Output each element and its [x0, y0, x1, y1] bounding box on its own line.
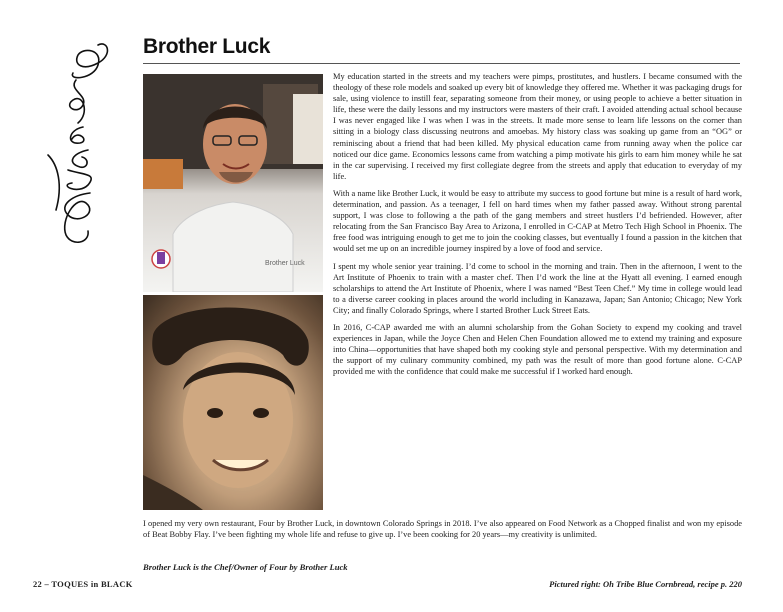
chef-portrait-photo [143, 74, 323, 292]
chef-jacket-label: Brother Luck [265, 260, 305, 267]
paragraph: With a name like Brother Luck, it would be easy to attribute my success to good fortune but mine is a result of hard work, determination, and passion. As a teenager, I fell on hard times when my father passed away. Without strong parental support, I was close to following a the path of the gang members and street hustlers I’d befriended. However, after relocating from the San Francisco Bay Area to Arizona, I enrolled in C-CAP at Metro Tech High School in Phoenix. The free food was intriguing enough to get me to join the cooking classes, but eventually I found a passion in the kitchen that would set me up on an incredible journey inspired by a love of food and service. [333, 188, 742, 254]
paragraph: My education started in the streets and my teachers were pimps, prostitutes, and hustlers. I became consumed with the theology of these role models and soaked up every bit of knowledge they offered me. Whether it was packaging drugs for sale, using violence to instill fear, separating someone from their money, or using people to achieve a better situation in life, these were the daily lessons and my instructors were masters of their craft. I avoided attending actual school because I was never engaged like I was when I was in the streets. It made more sense to learn life lessons on the corner than sitting in a biology class discussing neutrons and amoebas. My history class was soaking up game from an “OG” or reminiscing about a friend that had been killed. My physical education came from running away when the police car noticed our dice game. Economics lessons came from watching a pimp motivate his girls to earn him money while he sat in the car supervising. I received my first collegiate degree from the streets and apply that education to everyday of my life. [333, 72, 742, 181]
article-full-width-text [143, 518, 742, 546]
paragraph: I spent my whole senior year training. I’d come to school in the morning and train. Then in the afternoon, I went to the Art Institute of Phoenix to train with a master chef. Then I’d work the line at the Hyatt all evening. I earned enough scholarships to attend the Art Institute of Phoenix, where I was named “Best Teen Chef.” My time in college would lead to a diverse career cooking in places around the world including in Kanazawa, Japan; San Antonio; Chicago; New York City; and finally Colorado Springs, where I started Brother Luck Street Eats. [333, 261, 742, 315]
article-body-column [333, 71, 742, 383]
signature-image [28, 35, 118, 250]
title-divider [143, 63, 740, 64]
page-footer-right: Pictured right: Oh Tribe Blue Cornbread, recipe p. 220 [549, 579, 742, 589]
closing-caption: Brother Luck is the Chef/Owner of Four by Brother Luck [143, 562, 348, 572]
page-title: Brother Luck [143, 35, 271, 58]
paragraph: I opened my very own restaurant, Four by Brother Luck, in downtown Colorado Springs in 2018. I’ve also appeared on Food Network as a Chopped finalist and won my episode of Beat Bobby Flay. I’ve been fighting my whole life and refuse to give up. I’ve been cooking for 20 years—my creativity is unlimited. [143, 519, 742, 540]
paragraph: In 2016, C-CAP awarded me with an alumni scholarship from the Gohan Society to expend my cooking and travel experiences in Japan, while the Joyce Chen and Helen Chen Foundation allowed me to extend my training and exposure into China—opportunities that have shaped both my cooking style and personal perspective. With my determination and the support of my culinary community combined, my path was the result of more than good fortune alone. C-CAP provided me with the confidence that could make me successful if I worked hard enough. [333, 322, 742, 377]
page-footer-left: 22 – TOQUES in BLACK [33, 579, 133, 589]
childhood-portrait-photo [143, 295, 323, 510]
